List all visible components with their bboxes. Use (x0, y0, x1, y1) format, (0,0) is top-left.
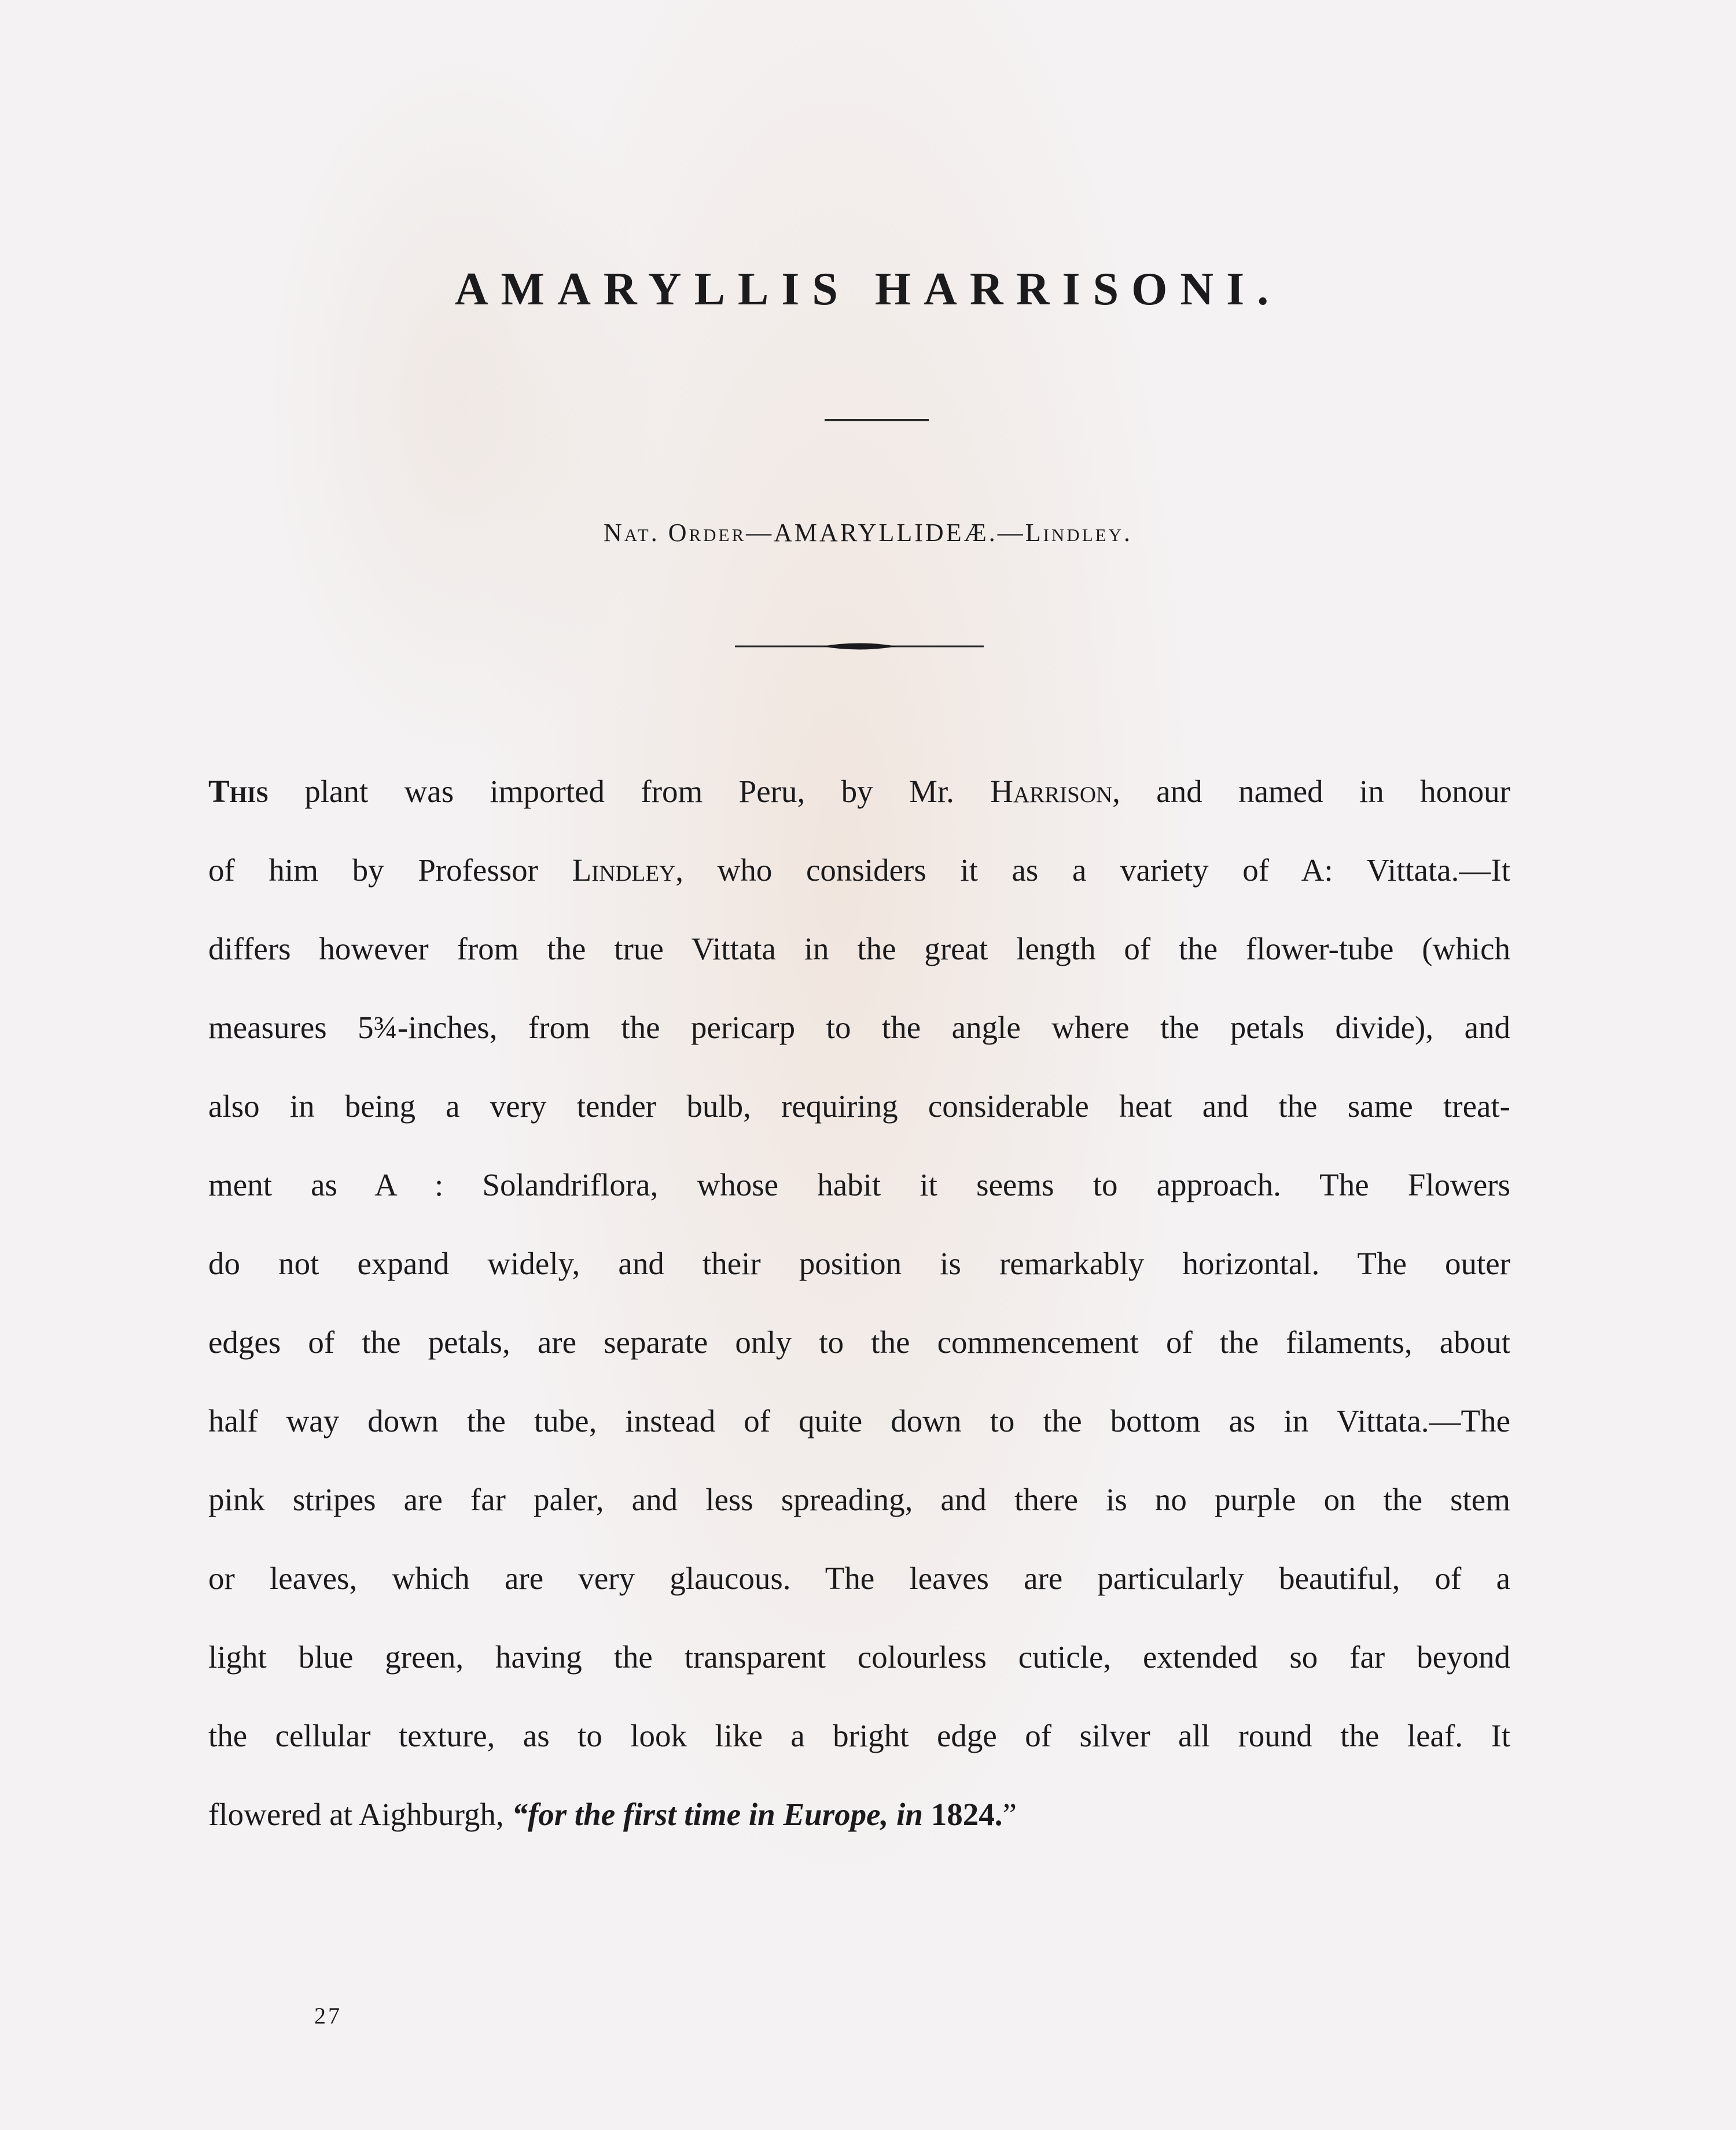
text-line: half way down the tube, instead of quite down to the bottom as in Vittata.—The (208, 1403, 1510, 1439)
italic-quote: “for the first time in Europe, in (512, 1797, 923, 1832)
drop-word: This (208, 774, 269, 809)
text-line: or leaves, which are very glaucous. The leaves are particularly beautiful, of a (208, 1561, 1510, 1596)
text-segment: and named in honour (1120, 774, 1510, 809)
text-line: ment as A : Solandriflora, whose habit it seems to approach. The Flowers (208, 1167, 1510, 1202)
divider-rule (825, 419, 929, 421)
order-prefix: Nat. Order— (604, 518, 774, 547)
text-segment: who considers it as a variety of A: Vittata.—It (683, 852, 1510, 888)
text-line: do not expand widely, and their position is remarkably horizontal. The outer (208, 1246, 1510, 1281)
text-line-last (208, 1775, 1510, 1854)
person-name: Lindley, (572, 852, 684, 888)
text-segment: of him by Professor (208, 852, 572, 888)
text-line: differs however from the true Vittata in the great length of the flower-tube (which (208, 931, 1510, 966)
text-segment: plant was imported from Peru, by Mr. (268, 774, 991, 809)
order-family: AMARYLLIDEÆ. (774, 518, 998, 547)
text-line (208, 831, 1510, 910)
year: 1824. (922, 1797, 1003, 1832)
order-separator: — (997, 518, 1025, 547)
text-line: also in being a very tender bulb, requiring considerable heat and the same treat- (208, 1088, 1510, 1124)
natural-order-line (0, 518, 1736, 547)
page-number: 27 (314, 2003, 342, 2029)
text-segment: flowered at Aighburgh, (208, 1797, 512, 1832)
description-text (208, 752, 1510, 1854)
order-authority: Lindley. (1025, 518, 1132, 547)
close-quote: ” (1002, 1797, 1017, 1832)
text-line: pink stripes are far paler, and less spreading, and there is no purple on the stem (208, 1482, 1510, 1517)
text-line: light blue green, having the transparent colourless cuticle, extended so far beyond (208, 1639, 1510, 1675)
ornamental-divider (735, 638, 984, 655)
text-line: the cellular texture, as to look like a bright edge of silver all round the leaf. It (208, 1718, 1510, 1753)
person-name: Harrison, (990, 774, 1120, 809)
page-title: AMARYLLIS HARRISONI. (454, 264, 1282, 315)
text-line: edges of the petals, are separate only to the commencement of the filaments, about (208, 1325, 1510, 1360)
text-line (208, 752, 1510, 831)
text-line: measures 5¾-inches, from the pericarp to the angle where the petals divide), and (208, 1010, 1510, 1045)
